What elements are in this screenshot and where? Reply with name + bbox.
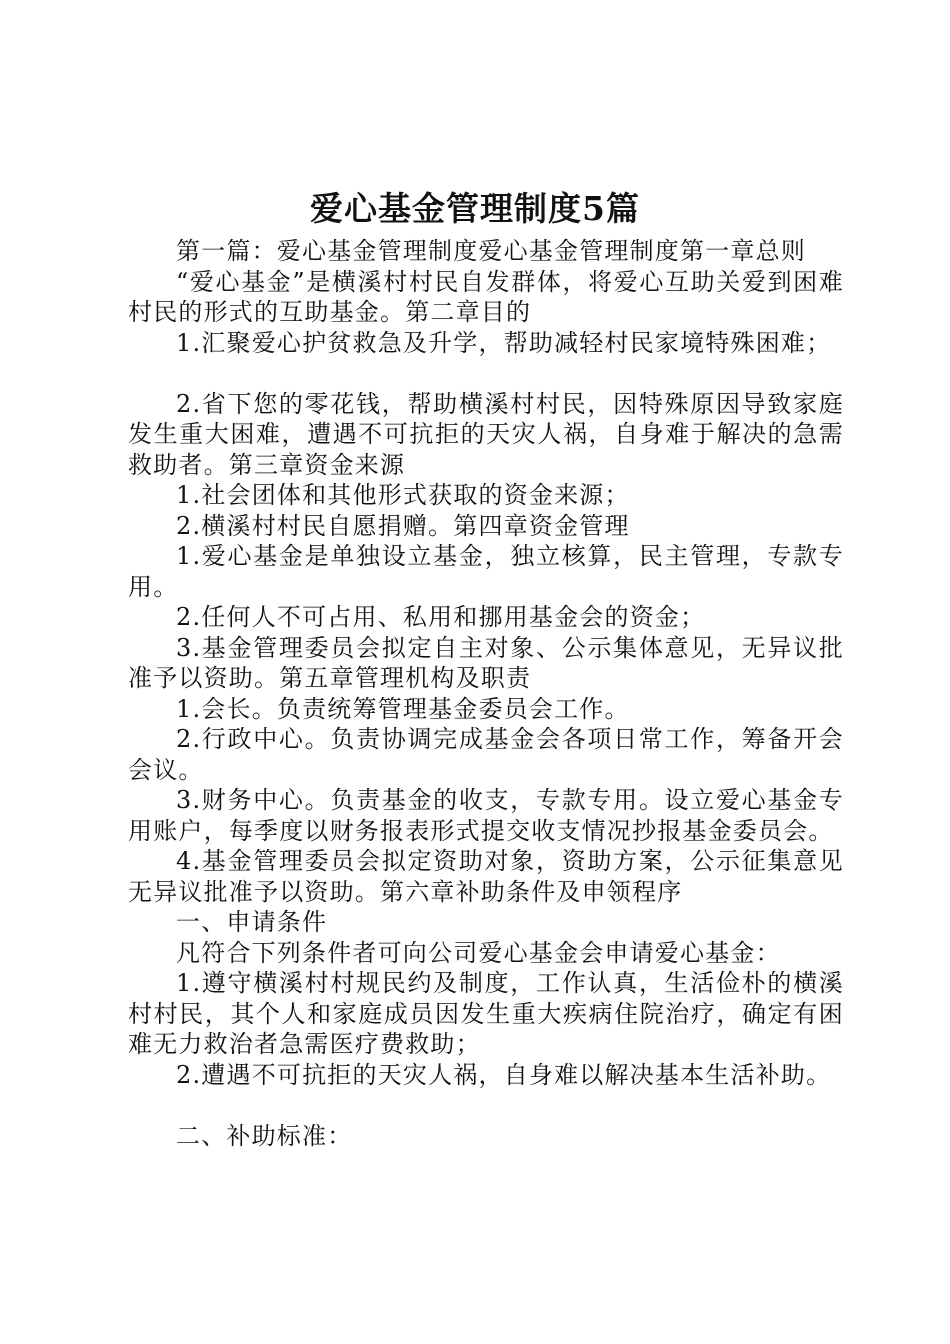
paragraph: “爱心基金”是横溪村村民自发群体，将爱心互助关爱到困难村民的形式的互助基金。第二章目的 bbox=[128, 267, 844, 326]
paragraph: 1.遵守横溪村村规民约及制度，工作认真，生活俭朴的横溪村村民，其个人和家庭成员因发生重大疾病住院治疗，确定有困难无力救治者急需医疗费救助； bbox=[128, 969, 844, 1058]
paragraph: 2.行政中心。负责协调完成基金会各项日常工作，筹备开会会议。 bbox=[128, 725, 844, 784]
paragraph: 1.社会团体和其他形式获取的资金来源； bbox=[176, 481, 630, 509]
paragraph: 4.基金管理委员会拟定资助对象，资助方案，公示征集意见无异议批准予以资助。第六章补助条件及申领程序 bbox=[128, 847, 844, 906]
paragraph: 第一篇：爱心基金管理制度爱心基金管理制度第一章总则 bbox=[176, 237, 806, 265]
document-title: 爱心基金管理制度5篇 bbox=[310, 189, 640, 228]
paragraph: 3.基金管理委员会拟定自主对象、公示集体意见，无异议批准予以资助。第五章管理机构及职责 bbox=[128, 633, 844, 692]
paragraph: 3.财务中心。负责基金的收支，专款专用。设立爱心基金专用账户，每季度以财务报表形式提交收支情况抄报基金委员会。 bbox=[128, 786, 844, 845]
paragraph: 1.会长。负责统筹管理基金委员会工作。 bbox=[176, 694, 630, 723]
paragraph: 2.横溪村村民自愿捐赠。第四章资金管理 bbox=[176, 511, 630, 540]
section-heading: 二、补助标准： bbox=[176, 1121, 353, 1150]
paragraph: 1.汇聚爱心护贫救急及升学，帮助减轻村民家境特殊困难； bbox=[176, 328, 832, 357]
section-heading: 一、申请条件 bbox=[176, 908, 328, 936]
paragraph: 凡符合下列条件者可向公司爱心基金会申请爱心基金： bbox=[176, 938, 781, 967]
paragraph: 2.遭遇不可抗拒的天灾人祸，自身难以解决基本生活补助。 bbox=[176, 1060, 832, 1089]
document-body bbox=[128, 236, 844, 1151]
paragraph: 2.任何人不可占用、私用和挪用基金会的资金； bbox=[176, 603, 706, 631]
paragraph: 1.爱心基金是单独设立基金，独立核算，民主管理，专款专用。 bbox=[128, 542, 844, 601]
paragraph: 2.省下您的零花钱，帮助横溪村村民，因特殊原因导致家庭发生重大困难，遭遇不可抗拒的天灾人祸，自身难于解决的急需救助者。第三章资金来源 bbox=[128, 389, 844, 479]
